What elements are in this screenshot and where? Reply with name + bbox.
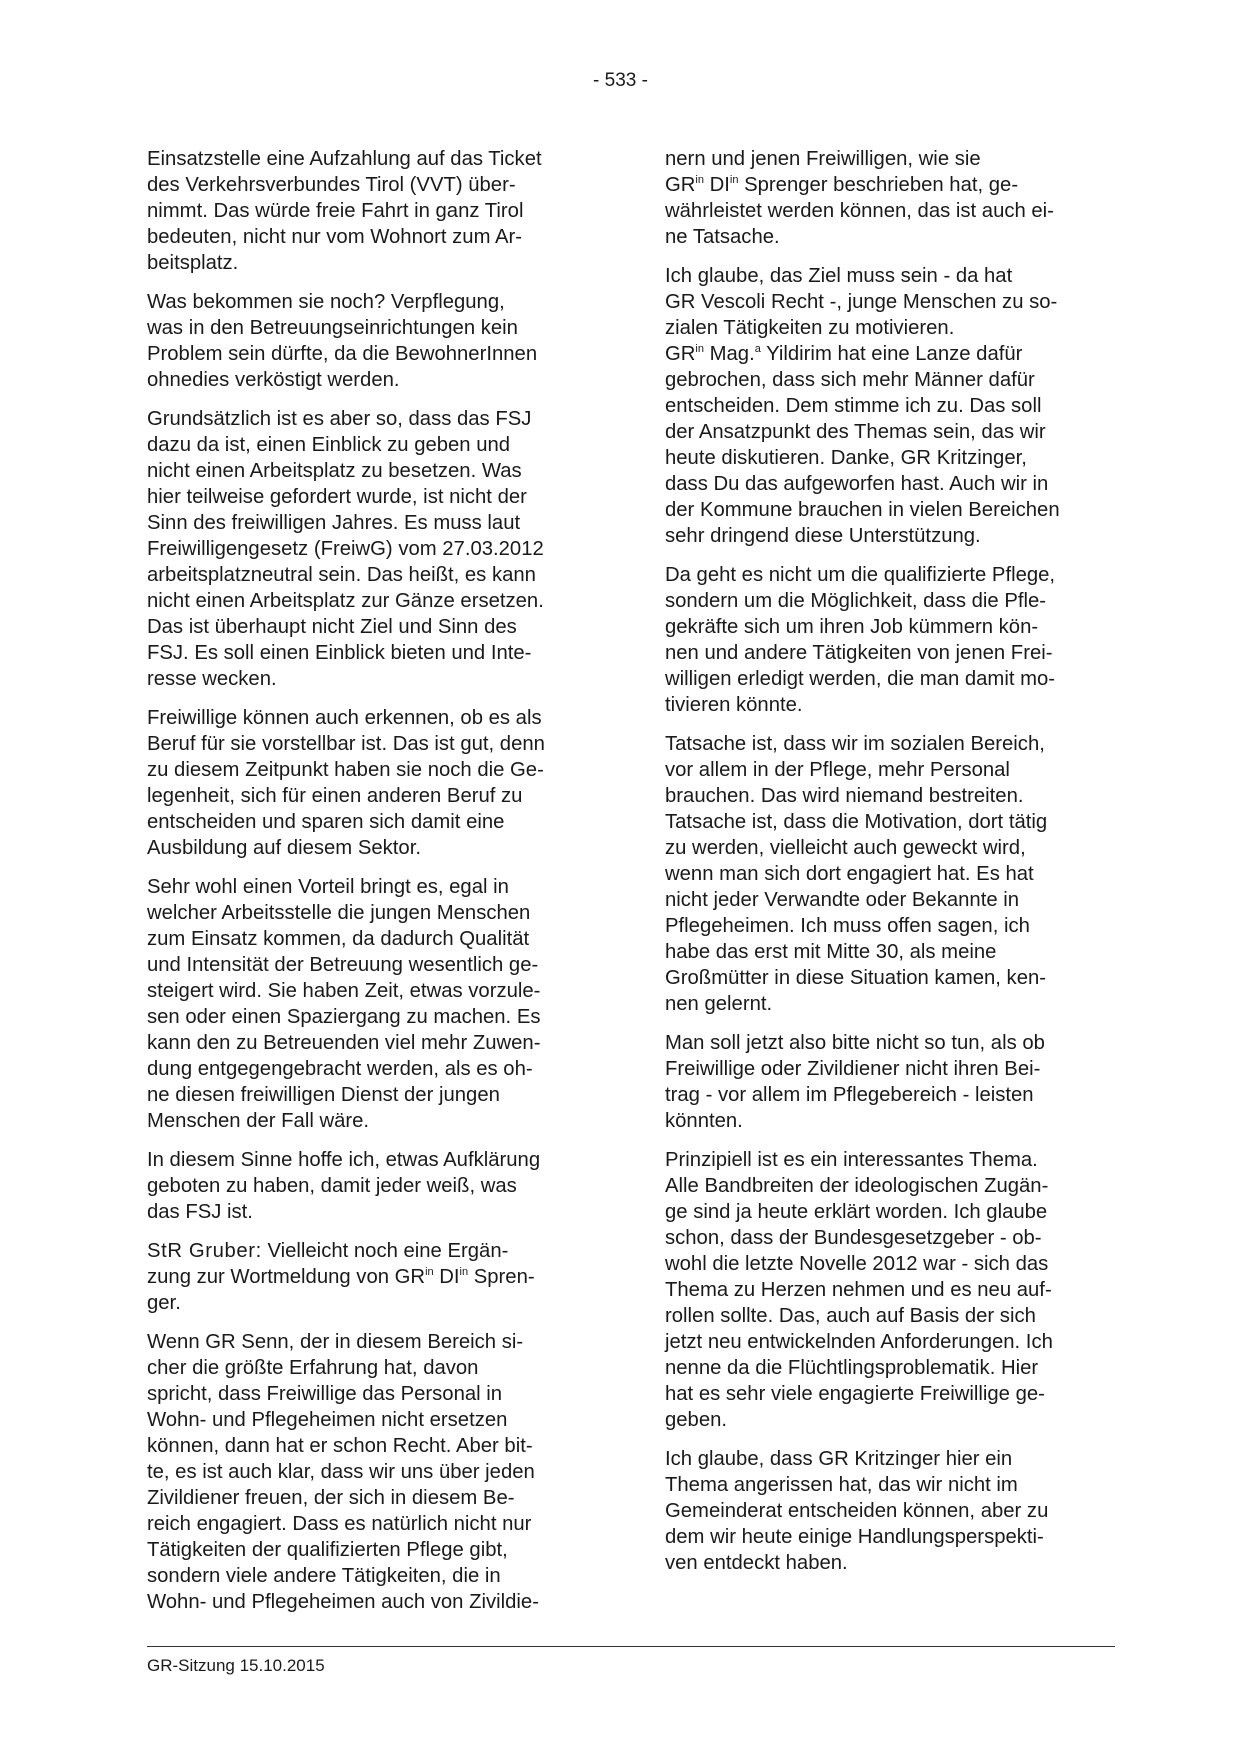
text-fragment: DI [703,174,730,196]
paragraph: Wenn GR Senn, der in diesem Bereich si- cher die größte Erfahrung hat, davon spricht, dass Freiwillige das Personal in Wohn- und Pflegeheimen nicht ersetzen können, dann hat er schon Recht. Aber bit- te, es ist auch klar, dass wir uns über jeden Zivildiener freuen, der sich in diesem Be- reich engagiert. Dass es natürlich nicht nur Tätigkeiten der qualifizierten Pflege gibt, sondern viele andere Tätigkeiten, die in Wohn- und Pflegeheimen auch von Zivildie- [147,1331,539,1613]
paragraph: Grundsätzlich ist es aber so, dass das FSJ dazu da ist, einen Einblick zu geben und nicht einen Arbeitsplatz zu besetzen. Was hier teilweise gefordert wurde, ist nicht der Sinn des freiwilligen Jahres. Es muss laut Freiwilligengesetz (FreiwG) vom 27.03.2012 arbeitsplatzneutral sein. Das heißt, es kann nicht einen Arbeitsplatz zur Gänze ersetzen. Das ist überhaupt nicht Ziel und Sinn des FSJ. Es soll einen Einblick bieten und Inte- resse wecken. [147,408,544,690]
paragraph: Man soll jetzt also bitte nicht so tun, als ob Freiwillige oder Zivildiener nicht ihren Bei- trag - vor allem im Pflegebereich - leisten könnten. [665,1032,1045,1132]
paragraph: Tatsache ist, dass wir im sozialen Bereich, vor allem in der Pflege, mehr Personal brauchen. Das wird niemand bestreiten. Tatsache ist, dass die Motivation, dort tätig zu werden, vielleicht auch geweckt wird, wenn man sich dort engagiert hat. Es hat nicht jeder Verwandte oder Bekannte in Pflegeheimen. Ich muss offen sagen, ich habe das erst mit Mitte 30, als meine Großmütter in diese Situation kamen, ken- nen gelernt. [665,733,1048,1015]
paragraph: Was bekommen sie noch? Verpflegung, was in den Betreuungseinrichtungen kein Problem sein dürfte, da die BewohnerInnen ohnedies verköstigt werden. [147,291,538,391]
text-fragment: Ich glaube, das Ziel muss sein - da hat GR Vescoli Recht -, junge Menschen zu so- zialen Tätigkeiten zu motivieren. GR [665,265,1058,365]
text-fragment: DI [433,1266,460,1288]
paragraph: Sehr wohl einen Vorteil bringt es, egal in welcher Arbeitsstelle die jungen Menschen zum Einsatz kommen, da dadurch Qualität und Intensität der Betreuung wesentlich ge- steigert wird. Sie haben Zeit, etwas vorzule- sen oder einen Spaziergang zu machen. Es kann den zu Betreuenden viel mehr Zuwen- dung entgegengebracht werden, als es oh- ne diesen freiwilligen Dienst der jungen Menschen der Fall wäre. [147,876,541,1132]
paragraph-speaker-gruber [147,1238,599,1316]
paragraph [665,146,1117,250]
text-fragment: Spren- ger. [147,1266,535,1314]
text-fragment: Vielleicht noch eine Ergän- zung zur Wortmeldung von GR [147,1240,509,1288]
superscript: in [425,1266,434,1278]
paragraph: In diesem Sinne hoffe ich, etwas Aufklärung geboten zu haben, damit jeder weiß, was das FSJ ist. [147,1149,541,1223]
superscript: a [754,343,761,355]
superscript: in [459,1266,469,1278]
superscript: in [729,174,739,186]
text-fragment: Mag. [703,343,755,365]
right-column [665,146,1117,1589]
left-column [147,146,599,1628]
paragraph [665,263,1117,549]
superscript: in [695,174,704,186]
footer-label: GR-Sitzung 15.10.2015 [147,1656,325,1675]
paragraph: Freiwillige können auch erkennen, ob es als Beruf für sie vorstellbar ist. Das ist gut, denn zu diesem Zeitpunkt haben sie noch die Ge- legenheit, sich für einen anderen Beruf zu entscheiden und sparen sich damit eine Ausbildung auf diesem Sektor. [147,707,545,859]
text-fragment: nern und jenen Freiwilligen, wie sie GR [665,148,981,196]
paragraph: Einsatzstelle eine Aufzahlung auf das Ticket des Verkehrsverbundes Tirol (VVT) über- nimmt. Das würde freie Fahrt in ganz Tirol bedeuten, nicht nur vom Wohnort zum Ar- beitsplatz. [147,148,542,274]
paragraph: Ich glaube, dass GR Kritzinger hier ein Thema angerissen hat, das wir nicht im Gemeinderat entscheiden können, aber zu dem wir heute einige Handlungsperspekti- ven entdeckt haben. [665,1448,1049,1574]
superscript: in [695,343,704,355]
paragraph: Da geht es nicht um die qualifizierte Pflege, sondern um die Möglichkeit, dass die Pfle- gekräfte sich um ihren Job kümmern kön- nen und andere Tätigkeiten von jenen Frei- willigen erledigt werden, die man damit mo- tivieren könnte. [665,564,1056,716]
text-fragment: Sprenger beschrieben hat, ge- währleistet werden können, das ist auch ei- ne Tatsache. [665,174,1054,248]
speaker-name: StR Gruber: [147,1240,262,1262]
footer-divider [147,1646,1115,1647]
page-number: - 533 - [593,70,648,91]
paragraph: Prinzipiell ist es ein interessantes Thema. Alle Bandbreiten der ideologischen Zugän- ge sind ja heute erklärt worden. Ich glaube schon, dass der Bundesgesetzgeber - ob- wohl die letzte Novelle 2012 war - sich das Thema zu Herzen nehmen und es neu auf- rollen sollte. Das, auch auf Basis der sich jetzt neu entwickelnden Anforderungen. Ich nenne da die Flüchtlingsproblematik. Hier hat es sehr viele engagierte Freiwillige ge- geben. [665,1149,1053,1431]
text-fragment: Yildirim hat eine Lanze dafür gebrochen, dass sich mehr Männer dafür entscheiden. Dem stimme ich zu. Das soll der Ansatzpunkt des Themas sein, das wir heute diskutieren. Danke, GR Kritzinger, dass Du das aufgeworfen hast. Auch wir in der Kommune brauchen in vielen Bereichen sehr dringend diese Unterstützung. [665,343,1060,547]
